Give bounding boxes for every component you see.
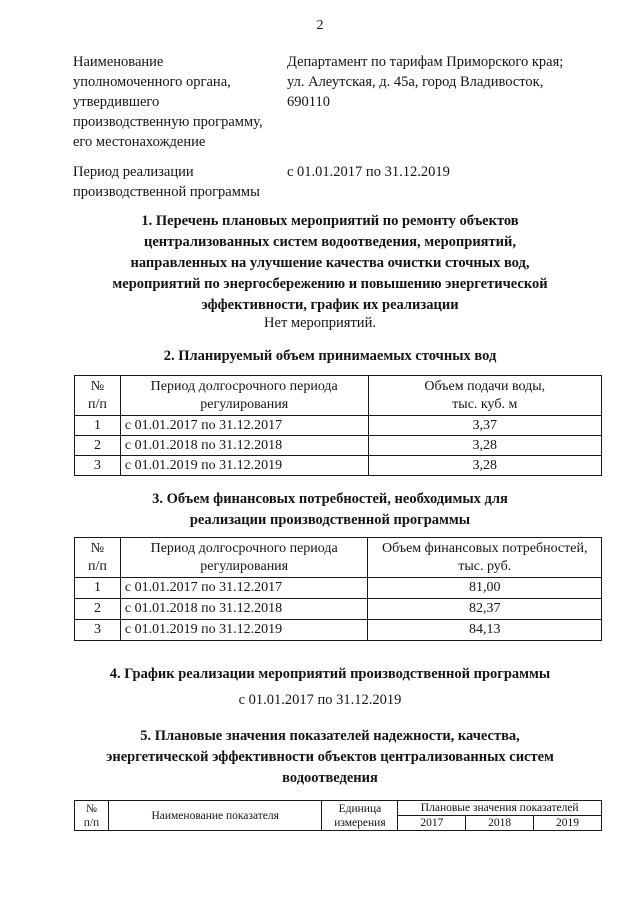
col-header-planned-values: Плановые значения показателей (398, 801, 602, 816)
row-num: 2 (75, 436, 121, 456)
row-value: 84,13 (368, 620, 602, 641)
table-row (75, 416, 602, 436)
period-value: с 01.01.2017 по 31.12.2019 (287, 164, 450, 180)
period-label: Период реализации производственной программы (73, 164, 260, 200)
col-header-unit: Единица измерения (322, 801, 398, 831)
section3-table (74, 537, 602, 641)
table-header-row (75, 376, 602, 416)
row-value: 3,28 (368, 436, 602, 456)
table-row (75, 578, 602, 599)
row-num: 3 (75, 456, 121, 476)
row-num: 1 (75, 416, 121, 436)
row-num: 3 (75, 620, 121, 641)
row-num: 2 (75, 599, 121, 620)
section5-table (74, 800, 602, 831)
section4-heading: 4. График реализации мероприятий производственной программы (109, 666, 551, 682)
row-period: с 01.01.2017 по 31.12.2017 (120, 578, 368, 599)
section3-heading: 3. Объем финансовых потребностей, необходимых для реализации производственной программы (152, 491, 508, 528)
row-value: 81,00 (368, 578, 602, 599)
table-row (75, 599, 602, 620)
row-period: с 01.01.2017 по 31.12.2017 (120, 416, 368, 436)
page-number: 2 (316, 18, 324, 33)
row-num: 1 (75, 578, 121, 599)
section1-heading: 1. Перечень плановых мероприятий по ремонту объектов централизованных систем водоотведения, мероприятий, направленных на улучшение качества очистки сточных вод, мероприятий по энергосбережению и повышению энергетической эффективности, график их реализации (112, 213, 548, 313)
col-header-finance: Объем финансовых потребностей, тыс. руб. (368, 538, 602, 578)
table-row (75, 436, 602, 456)
col-header-indicator: Наименование показателя (108, 801, 322, 831)
row-value: 3,37 (368, 416, 602, 436)
row-period: с 01.01.2018 по 31.12.2018 (120, 599, 368, 620)
row-period: с 01.01.2019 по 31.12.2019 (120, 456, 368, 476)
section2-heading: 2. Планируемый объем принимаемых сточных вод (163, 348, 497, 364)
col-header-period: Период долгосрочного периода регулирования (120, 538, 368, 578)
authority-value: Департамент по тарифам Приморского края; ул. Алеутская, д. 45а, город Владивосток, 690110 (287, 54, 564, 110)
section5-heading: 5. Плановые значения показателей надежности, качества, энергетической эффективности объектов централизованных систем водоотведения (106, 728, 554, 786)
authority-label: Наименование уполномоченного органа, утвердившего производственную программу, его местонахождение (73, 54, 263, 150)
table-header-row (75, 538, 602, 578)
section2-table (74, 375, 602, 476)
row-period: с 01.01.2019 по 31.12.2019 (120, 620, 368, 641)
col-header-volume: Объем подачи воды, тыс. куб. м (368, 376, 602, 416)
col-header-num: № п/п (75, 801, 109, 831)
table-row (75, 456, 602, 476)
table-row (75, 620, 602, 641)
row-value: 82,37 (368, 599, 602, 620)
table-header-row (75, 801, 602, 816)
section4-text: с 01.01.2017 по 31.12.2019 (238, 692, 402, 708)
col-header-year-2017: 2017 (398, 816, 466, 831)
col-header-num: № п/п (75, 376, 121, 416)
col-header-year-2018: 2018 (466, 816, 534, 831)
section1-text: Нет мероприятий. (264, 315, 376, 331)
col-header-num: № п/п (75, 538, 121, 578)
row-value: 3,28 (368, 456, 602, 476)
col-header-year-2019: 2019 (534, 816, 602, 831)
col-header-period: Период долгосрочного периода регулирования (120, 376, 368, 416)
row-period: с 01.01.2018 по 31.12.2018 (120, 436, 368, 456)
